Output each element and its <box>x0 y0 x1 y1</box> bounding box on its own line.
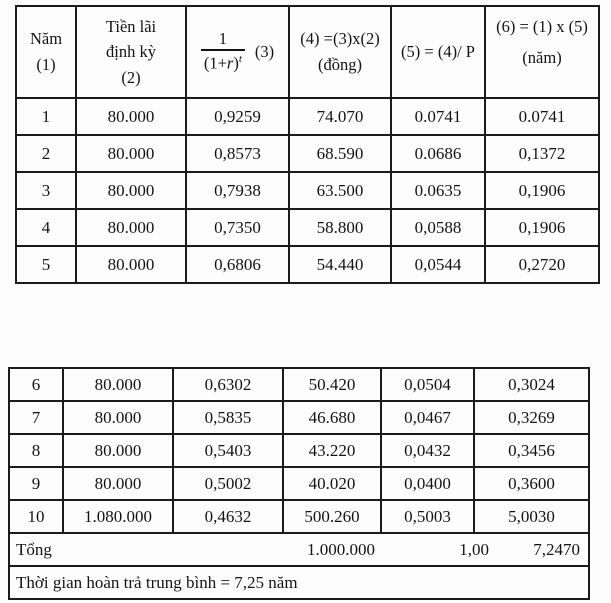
table-cell: 80.000 <box>63 467 173 500</box>
table-cell: 3 <box>16 172 76 209</box>
table-cell: 54.440 <box>289 246 391 283</box>
table-cell: 80.000 <box>63 434 173 467</box>
table-row <box>9 500 589 533</box>
table-row <box>16 98 599 135</box>
col-header-periodic-interest <box>76 6 186 98</box>
table-cell: 68.590 <box>289 135 391 172</box>
table-row <box>16 209 599 246</box>
table-cell: 40.020 <box>283 467 381 500</box>
table-cell: 0,3024 <box>474 368 589 401</box>
total-label: Tổng <box>16 539 52 559</box>
table-cell: 80.000 <box>76 172 186 209</box>
table-cell: 80.000 <box>76 135 186 172</box>
total-present-value: 1.000.000 <box>307 539 375 559</box>
table-cell: 0,5835 <box>173 401 283 434</box>
table-cell: 58.800 <box>289 209 391 246</box>
table-cell: 6 <box>9 368 63 401</box>
table-row <box>16 172 599 209</box>
table-cell: 0,5002 <box>173 467 283 500</box>
table-row <box>9 434 589 467</box>
total-row <box>9 533 589 566</box>
table-cell: 5,0030 <box>474 500 589 533</box>
duration-table-part1 <box>15 5 600 284</box>
table-cell: 63.500 <box>289 172 391 209</box>
table-cell: 5 <box>16 246 76 283</box>
fraction-numerator: 1 <box>218 29 227 49</box>
table-cell: 0,3269 <box>474 401 589 434</box>
table-cell: 1.080.000 <box>63 500 173 533</box>
total-cell <box>9 533 589 566</box>
table-cell: 1 <box>16 98 76 135</box>
fraction-denominator: $(1+r)^t$ <box>201 49 245 73</box>
table-cell: 0,8573 <box>186 135 289 172</box>
col-header-year <box>16 6 76 98</box>
table-cell: 0,0588 <box>391 209 485 246</box>
header-line: (6) = (1) x (5) <box>496 17 588 36</box>
table-cell: 0,1372 <box>485 135 599 172</box>
table-cell: 9 <box>9 467 63 500</box>
table-cell: 10 <box>9 500 63 533</box>
table-row <box>16 135 599 172</box>
header-line: (đồng) <box>318 55 362 74</box>
table-cell: 0.0741 <box>391 98 485 135</box>
table-cell: 0,7350 <box>186 209 289 246</box>
col-header-discount-factor <box>186 6 289 98</box>
table-cell: 0.0741 <box>485 98 599 135</box>
header-line: (năm) <box>522 47 562 67</box>
table-cell: 46.680 <box>283 401 381 434</box>
col-header-weight <box>391 6 485 98</box>
table-cell: 0,9259 <box>186 98 289 135</box>
table-cell: 0,0504 <box>381 368 474 401</box>
table-cell: 80.000 <box>63 368 173 401</box>
table-cell: 0,5003 <box>381 500 474 533</box>
header-line: Năm <box>29 29 63 49</box>
table-cell: 0,5403 <box>173 434 283 467</box>
table-cell: 80.000 <box>76 246 186 283</box>
header-row <box>16 6 599 98</box>
col-header-present-value <box>289 6 391 98</box>
footer-note-row <box>9 566 589 599</box>
table-cell: 74.070 <box>289 98 391 135</box>
col-header-weighted-year <box>485 6 599 98</box>
header-line: (5) = (4)/ P <box>401 42 475 62</box>
table-cell: 80.000 <box>76 98 186 135</box>
header-line: Tiền lãi <box>105 16 157 36</box>
table-row <box>9 368 589 401</box>
table-cell: 80.000 <box>63 401 173 434</box>
table-cell: 0,7938 <box>186 172 289 209</box>
table-cell: 0,0400 <box>381 467 474 500</box>
table-cell: 8 <box>9 434 63 467</box>
duration-table-part2 <box>8 367 590 600</box>
table-cell: 0,1906 <box>485 172 599 209</box>
total-duration: 7,2470 <box>533 539 580 559</box>
header-line: (4) =(3)x(2) <box>300 29 380 49</box>
footer-note: Thời gian hoàn trả trung bình = 7,25 năm <box>9 566 589 599</box>
table-cell: 43.220 <box>283 434 381 467</box>
table-cell: 0,1906 <box>485 209 599 246</box>
table-cell: 7 <box>9 401 63 434</box>
header-line: (1) <box>36 55 56 74</box>
header-line: định kỳ <box>106 42 156 62</box>
table-cell: 0,6806 <box>186 246 289 283</box>
total-weight: 1,00 <box>459 539 489 559</box>
table-cell: 0.0686 <box>391 135 485 172</box>
header-line: (2) <box>121 67 141 87</box>
table-cell: 0.0635 <box>391 172 485 209</box>
table-cell: 500.260 <box>283 500 381 533</box>
table-cell: 0,3600 <box>474 467 589 500</box>
table-cell: 2 <box>16 135 76 172</box>
table-cell: 0,4632 <box>173 500 283 533</box>
table-row <box>9 467 589 500</box>
table-row <box>16 246 599 283</box>
table-cell: 50.420 <box>283 368 381 401</box>
table-cell: 80.000 <box>76 209 186 246</box>
fraction <box>201 30 245 74</box>
table-cell: 0,0544 <box>391 246 485 283</box>
table-cell: 0,0467 <box>381 401 474 434</box>
table-cell: 4 <box>16 209 76 246</box>
table-cell: 0,3456 <box>474 434 589 467</box>
table-row <box>9 401 589 434</box>
table-cell: 0,6302 <box>173 368 283 401</box>
discount-factor-formula <box>187 7 288 97</box>
column-number: (3) <box>254 42 275 61</box>
table-cell: 0,2720 <box>485 246 599 283</box>
table-cell: 0,0432 <box>381 434 474 467</box>
